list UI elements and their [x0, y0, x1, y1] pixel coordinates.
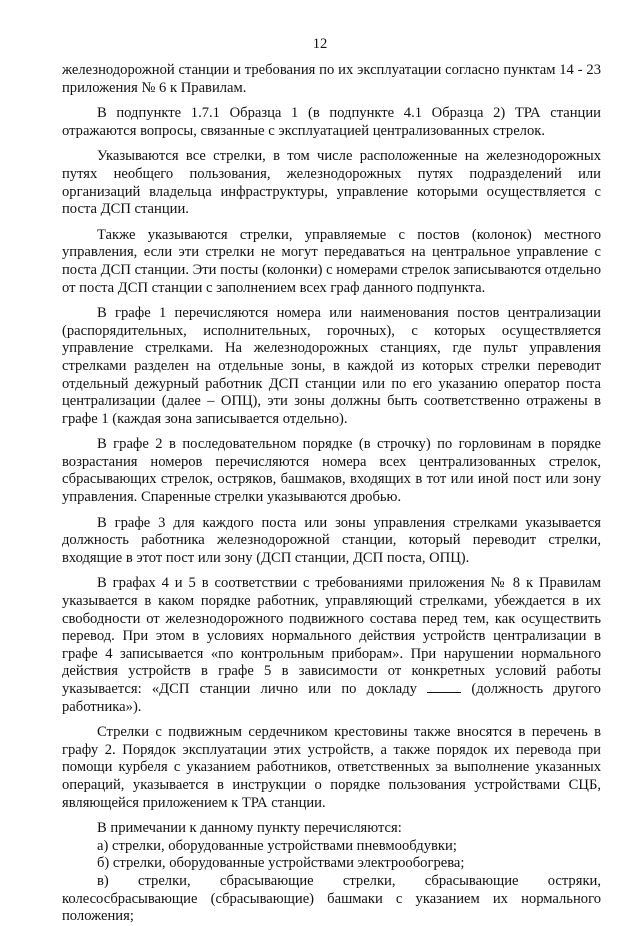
list-item-a: а) стрелки, оборудованные устройствами пневмообдувки;: [97, 837, 457, 854]
page-number: 12: [312, 36, 328, 52]
paragraph-column-1: В графе 1 перечисляются номера или наименования постов централизации (распорядительных, исполнительных, горочных), с которых осуществляется управление стрелками. На железнодорожных станциях, где пульт управления стрелками разделен на отдельные зоны, в каждой из которых стрелки переводит отдельный дежурный работник ДСП станции или по его указанию оператор поста централизации (далее – ОПЦ), эти зоны должны быть соответственно отражены в графе 1 (каждая зона записывается отдельно).: [62, 305, 601, 427]
paragraph-columns-4-5-tail: (должность другого работника»).: [62, 681, 601, 715]
paragraph-note-intro: В примечании к данному пункту перечисляются:: [97, 820, 402, 837]
paragraph-column-2: В графе 2 в последовательном порядке (в строчку) по горловинам в порядке возрастания номеров перечисляются номера всех централизованных стрелок, сбрасывающих стрелок, остряков, башмаков, входящих в тот или иной пост или зону управления. Спаренные стрелки указываются дробью.: [62, 436, 601, 506]
list-item-b: б) стрелки, оборудованные устройствами электрообогрева;: [97, 855, 465, 872]
fill-in-blank: [427, 681, 461, 693]
body-text: [62, 62, 601, 926]
paragraph-subsection-1-7-1: В подпункте 1.7.1 Образца 1 (в подпункте 4.1 Образца 2) ТРА станции отражаются вопросы, связанные с эксплуатацией централизованных стрелок.: [62, 105, 601, 139]
paragraph-continuation: железнодорожной станции и требования по их эксплуатации согласно пунктам 14 - 23 приложения № 6 к Правилам.: [62, 62, 601, 96]
list-item-c: в) стрелки, сбрасывающие стрелки, сбрасывающие остряки, колесосбрасывающие (сбрасывающие) башмаки с указанием их нормального положения;: [62, 872, 601, 925]
paragraph-columns-4-5: [62, 575, 601, 716]
paragraph-column-3: В графе 3 для каждого поста или зоны управления стрелками указывается должность работника железнодорожной станции, который переводит стрелки, входящие в этот пост или зону (ДСП станции, ДСП поста, ОПЦ).: [62, 514, 601, 566]
paragraph-all-switches: Указываются все стрелки, в том числе расположенные на железнодорожных путях необщего пользования, железнодорожных путях подразделений или организаций владельца инфраструктуры, управление которыми осуществляется с поста ДСП станции.: [62, 148, 601, 218]
paragraph-local-control: Также указываются стрелки, управляемые с постов (колонок) местного управления, если эти стрелки не могут передаваться на центральное управление с поста ДСП станции. Эти посты (колонки) с номерами стрелок записываются отдельно от поста ДСП станции с заполнением всех граф данного подпункта.: [62, 226, 601, 296]
paragraph-movable-frog: Стрелки с подвижным сердечником крестовины также вносятся в перечень в графу 2. Порядок эксплуатации этих устройств, а также порядок их перевода при помощи курбеля с указанием работников, ответственных за выполнение указанных операций, указывается в инструкции о порядке пользования устройствами СЦБ, являющейся приложением к ТРА станции.: [62, 724, 601, 811]
paragraph-columns-4-5-text: В графах 4 и 5 в соответствии с требованиями приложения № 8 к Правилам указывается в каком порядке работник, управляющий стрелками, убеждается в их свободности от железнодорожного подвижного состава перед тем, как осуществить перевод. При этом в условиях нормального действия устройств централизации в графе 4 записывается «по контрольным приборам». При нарушении нормального действия устройств в графе 5 в зависимости от конкретных условий работы указывается: «ДСП станции лично или по докладу: [62, 575, 601, 697]
